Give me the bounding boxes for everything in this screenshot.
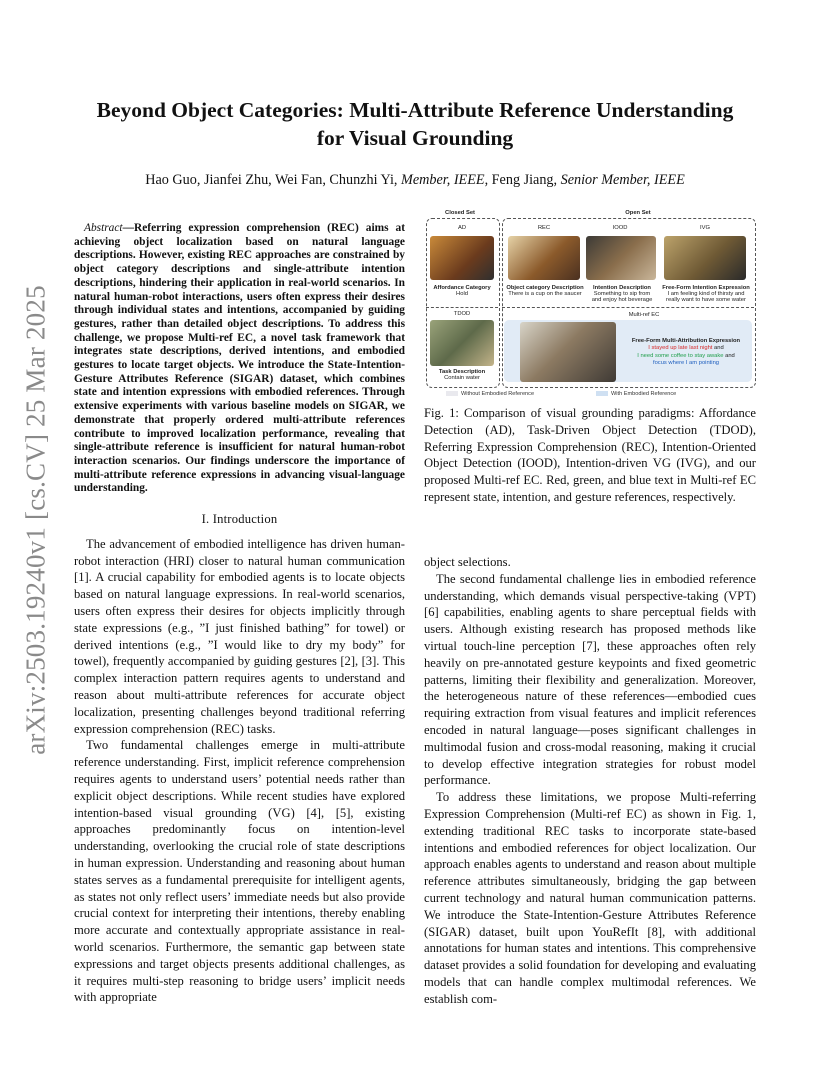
arxiv-identifier: arXiv:2503.19240v1 [cs.CV] 25 Mar 2025	[20, 285, 51, 755]
multi-title: Free-Form Multi-Attribution Expression	[631, 338, 741, 344]
task-value: Contain water	[444, 375, 480, 381]
ivg-label: IVG	[700, 225, 710, 231]
affordance-value: Hold	[456, 291, 468, 297]
ad-label: AD	[457, 225, 467, 231]
open-set-divider	[502, 307, 754, 308]
multiref-text	[620, 338, 752, 368]
intention-value-1: Something to sip from	[593, 291, 651, 297]
abstract	[74, 222, 405, 496]
right-paragraph-1: object selections.	[424, 555, 511, 569]
intro-paragraph-1: The advancement of embodied intelligence has driven human-robot interaction (HRI) closer to natural human communication [1]. A crucial capability for embodied agents is to locate objects based on natural language expressions. In real-world scenarios, users often express their desires for objects implicitly through state expressions (e.g., ”I just finished bathing” for towel) or derived intentions (e.g., ”I would like to dry my body” for towel), frequently accompanied by guiding gestures [2], [3]. This complex interaction pattern requires agents to understand and reason about multi-attribute references for accurate object localization, presenting challenges beyond traditional referring expression comprehension (REC) tasks.	[74, 536, 405, 736]
figure-1	[424, 208, 756, 402]
multi-gesture-text: focus where I am pointing	[652, 360, 720, 367]
ivg-photo	[664, 236, 746, 280]
legend-without-swatch	[446, 391, 458, 396]
task-title: Task Description	[438, 369, 486, 375]
objcat-title: Object category Description	[506, 285, 584, 291]
intention-title: Intention Description	[593, 285, 651, 291]
tdod-label: TDOD	[453, 311, 471, 317]
title-line-2: for Visual Grounding	[316, 126, 514, 150]
author-names: Hao Guo, Jianfei Zhu, Wei Fan, Chunzhi Yi,	[145, 172, 398, 188]
section-heading-introduction: I. Introduction	[201, 512, 278, 527]
freeform-value-2: really want to have some water	[666, 297, 746, 303]
affordance-text	[426, 285, 498, 297]
member-affiliation: Member, IEEE	[401, 172, 485, 188]
closed-set-divider	[426, 307, 498, 308]
objcat-value: There is a cup on the saucer	[508, 291, 582, 297]
objcat-text	[504, 285, 586, 297]
intention-text	[584, 285, 660, 303]
task-text	[426, 369, 498, 381]
abstract-text: —Referring expression comprehension (REC) aims at achieving object localization based on natural language descriptions. However, existing REC approaches are constrained by object category descriptions and single-attribute intention descriptions, hindering their application in real-world scenarios. In natural human-robot interactions, users often express their desires through individual states and intentions, accompanied by guiding gestures, rather than detailed object descriptions. To address this challenge, we propose Multi-ref EC, a novel task framework that integrates state descriptions, derived intentions, and embodied gestures to locate target objects. We introduce the State-Intention-Gesture Attributes Reference (SIGAR) dataset, which combines state and intention expressions with embodied references. Through extensive experiments with various baseline models on SIGAR, we demonstrate that properly ordered multi-attribute references contribute to improved localization performance, revealing that single-attribute reference is insufficient for natural human-robot interaction scenarios. Our findings underscore the importance of multi-attribute reference expressions in advancing visual-language understanding.	[74, 222, 405, 495]
right-paragraph-3: To address these limitations, we propose Multi-referring Expression Comprehension (Multi-ref EC) as shown in Fig. 1, extending traditional REC tasks to incorporate state-based intentions and embodied references for object localization. Our approach enables agents to understand and reason about multiple reference attributes simultaneously, bridging the gap between current technology and natural human communication patterns. We introduce the State-Intention-Gesture Attributes Reference (SIGAR) dataset, built upon YouRefIt [8], with additional annotations for human states and intentions. This comprehensive dataset provides a solid foundation for developing and evaluating models that can handle complex multimodal references. We establish com-	[424, 790, 756, 1006]
iood-label: IOOD	[612, 225, 628, 231]
arxiv-sidebar	[18, 282, 54, 758]
author-list	[70, 172, 760, 189]
legend-with-swatch	[596, 391, 608, 396]
freeform-value-1: I am feeling kind of thirsty and	[667, 291, 745, 297]
intention-value-2: and enjoy hot beverage	[591, 297, 653, 303]
legend-without	[446, 391, 534, 397]
multiref-label: Multi-ref EC	[628, 312, 660, 318]
iood-photo	[586, 236, 656, 280]
freeform-text	[660, 285, 752, 303]
rec-label: REC	[537, 225, 551, 231]
legend-with-label: With Embodied Reference	[611, 391, 677, 397]
figure-caption-block	[424, 405, 756, 506]
right-paragraph-2: The second fundamental challenge lies in embodied reference understanding, which demands visual perspective-taking (VPT) [6] capabilities, enabling agents to share perceptual fields with users. Although existing research has proposed methods like virtual touch-line perception [7], these approaches often rely heavily on pre-annotated gesture keypoints and fixed geometric patterns, limiting their flexibility and generalization. Moreover, the heterogeneous nature of these references—embodied cues requiring extraction from visual features and implicit references encoded in natural language—poses significant challenges in multimodal fusion and cross-modal reasoning, making it crucial to develop effective integration strategies for robust model performance.	[424, 571, 756, 788]
legend-without-label: Without Embodied Reference	[461, 391, 535, 397]
multiref-photo	[520, 322, 616, 382]
right-column	[424, 554, 756, 1008]
left-column	[74, 222, 405, 1006]
paper-title	[70, 96, 760, 152]
open-set-label: Open Set	[625, 210, 651, 216]
intro-paragraph-2: Two fundamental challenges emerge in multi-attribute reference understanding. First, implicit reference comprehension requires agents to understand users’ potential needs rather than explicit object descriptions. While recent studies have explored intention-based visual grounding (VG) [4], [5], existing approaches predominantly focus on intention-level understanding, overlooking the crucial role of state descriptions in human expression. Understanding and reasoning about human states serves as a fundamental prerequisite for intelligent agents, as states not only reflect users’ immediate needs but also provide crucial context for interpreting their intentions, thereby enabling more accurate and contextually appropriate assistance in real-world scenarios. Furthermore, the semantic gap between state expressions and target objects presents additional challenges, as it requires multi-step reasoning to bridge users’ implicit needs with appropriate	[74, 738, 405, 1005]
title-line-1: Beyond Object Categories: Multi-Attribute Reference Understanding	[96, 98, 734, 122]
abstract-label: Abstract	[84, 222, 123, 234]
figure-caption: Fig. 1: Comparison of visual grounding paradigms: Affordance Detection (AD), Task-Driven Object Detection (TDOD), Referring Expression Comprehension (REC), Intention-Oriented Object Detection (IOOD), Intention-driven VG (IVG), and our proposed Multi-ref EC. Red, green, and blue text in Multi-ref EC represent state, intention, and gesture references, respectively.	[424, 406, 756, 504]
multi-and-2: and	[723, 352, 735, 359]
ad-photo	[430, 236, 494, 280]
senior-member-affiliation: Senior Member, IEEE	[560, 172, 685, 188]
closed-set-label: Closed Set	[445, 210, 475, 216]
multi-and-1: and	[712, 345, 724, 352]
affordance-title: Affordance Category	[433, 285, 491, 291]
author-last: , Feng Jiang,	[484, 172, 558, 188]
freeform-title: Free-Form Intention Expression	[662, 285, 750, 291]
tdod-photo	[430, 320, 494, 366]
multi-intention-text: I need some coffee to stay awake	[637, 352, 724, 359]
multi-state-text: I stayed up late last night	[648, 345, 713, 352]
rec-photo	[508, 236, 580, 280]
legend-with	[596, 391, 676, 397]
